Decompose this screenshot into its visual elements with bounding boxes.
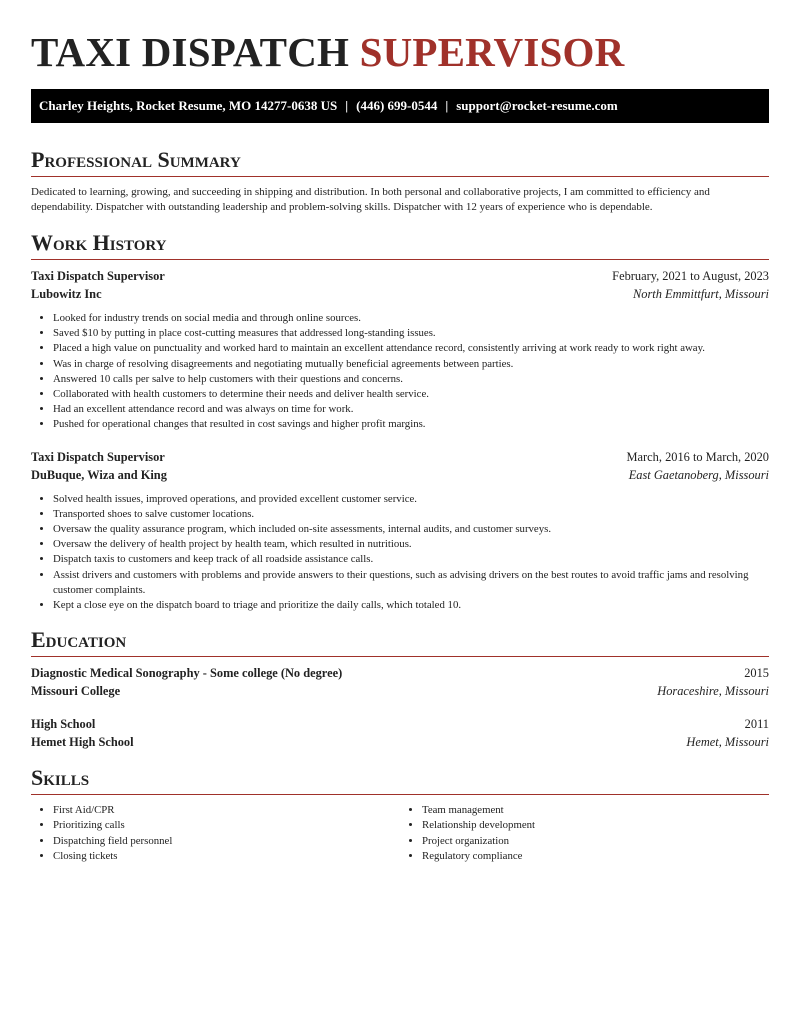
job-position: Taxi Dispatch Supervisor <box>31 269 165 283</box>
resume-name <box>31 29 769 75</box>
education-degree: Diagnostic Medical Sonography - Some college (No degree) <box>31 666 343 681</box>
list-item: • Solved health issues, improved operations, and provided excellent customer service. <box>53 492 769 507</box>
section-title-skills: Skills <box>31 765 90 791</box>
list-item: • Looked for industry trends on social media and through online sources. <box>53 311 769 326</box>
section-title-work-history: Work History <box>31 230 167 255</box>
education-entry <box>31 664 769 700</box>
list-item: • Oversaw the quality assurance program, which included on-site assessments, internal audits, and customer surveys. <box>53 522 769 537</box>
name-first: TAXI DISPATCH <box>31 29 350 75</box>
job-company: Lubowitz Inc <box>31 287 102 301</box>
skill-item: • Team management <box>422 803 769 818</box>
skill-item: • Dispatching field personnel <box>53 834 400 849</box>
list-item: • Dispatch taxis to customers and keep track of all roadside assistance calls. <box>53 552 769 567</box>
education-year: 2015 <box>744 666 769 681</box>
skills-list-left <box>31 803 400 864</box>
skill-item: • Prioritizing calls <box>53 818 400 833</box>
summary-text: Dedicated to learning, growing, and succeeding in shipping and distribution. In both personal and collaborative projects, I am committed to efficiency and dependability. Dispatcher with outstanding leadership and problem-solving skills. Dispatcher with 12 years of experience who is dependable. <box>31 186 710 213</box>
education-header <box>31 664 769 682</box>
skill-item: • First Aid/CPR <box>53 803 400 818</box>
list-item: • Kept a close eye on the dispatch board to triage and prioritize the daily calls, which totaled 10. <box>53 598 769 613</box>
skills-section <box>31 764 769 864</box>
section-divider <box>31 259 769 260</box>
job-dates: March, 2016 to March, 2020 <box>626 449 769 464</box>
section-divider <box>31 794 769 795</box>
job-entry <box>31 448 769 614</box>
skills-list-right <box>400 803 769 864</box>
list-item: • Placed a high value on punctuality and worked hard to maintain an excellent attendance record, consistently arriving at work ready to work right away. <box>53 341 769 356</box>
skill-item: • Project organization <box>422 834 769 849</box>
contact-phone[interactable]: (446) 699-0544 <box>356 98 438 113</box>
education-degree: High School <box>31 717 96 732</box>
job-entry <box>31 267 769 433</box>
job-location: North Emmittfurt, Missouri <box>633 287 769 301</box>
education-year: 2011 <box>744 717 769 732</box>
work-history-section <box>31 229 769 613</box>
education-entry <box>31 715 769 751</box>
education-location: Horaceshire, Missouri <box>657 684 769 699</box>
name-last: SUPERVISOR <box>359 29 625 75</box>
job-subheader <box>31 466 769 484</box>
job-bullets <box>31 311 769 433</box>
education-subheader <box>31 733 769 751</box>
contact-separator: | <box>445 98 449 113</box>
contact-email[interactable]: support@rocket-resume.com <box>456 98 618 113</box>
section-divider <box>31 656 769 657</box>
job-header <box>31 448 769 466</box>
section-title-education: Education <box>31 627 127 653</box>
list-item: • Was in charge of resolving disagreements and negotiating mutually beneficial agreements between parties. <box>53 357 769 372</box>
list-item: • Assist drivers and customers with problems and provide answers to their questions, such as advising drivers on the best routes to avoid traffic jams and resolving customer complaints. <box>53 568 769 598</box>
job-dates: February, 2021 to August, 2023 <box>612 269 769 283</box>
list-item: • Transported shoes to salve customer locations. <box>53 507 769 522</box>
education-section <box>31 626 769 751</box>
job-subheader <box>31 285 769 303</box>
section-divider <box>31 176 769 177</box>
list-item: • Collaborated with health customers to determine their needs and deliver health service. <box>53 387 769 402</box>
skill-item: • Relationship development <box>422 818 769 833</box>
education-school: Hemet High School <box>31 735 134 750</box>
job-header <box>31 267 769 285</box>
job-position: Taxi Dispatch Supervisor <box>31 449 165 464</box>
contact-bar <box>31 89 769 123</box>
education-subheader <box>31 682 769 700</box>
skills-columns <box>31 803 769 864</box>
list-item: • Pushed for operational changes that resulted in cost savings and higher profit margins. <box>53 417 769 432</box>
section-title-summary: Professional Summary <box>31 147 241 172</box>
skill-item: • Closing tickets <box>53 849 400 864</box>
contact-separator: | <box>345 98 349 113</box>
job-bullets <box>31 492 769 614</box>
contact-address: Charley Heights, Rocket Resume, MO 14277-0638 US <box>39 98 338 113</box>
education-header <box>31 715 769 733</box>
list-item: • Had an excellent attendance record and was always on time for work. <box>53 402 769 417</box>
job-company: DuBuque, Wiza and King <box>31 467 167 482</box>
skill-item: • Regulatory compliance <box>422 849 769 864</box>
education-school: Missouri College <box>31 684 121 699</box>
education-location: Hemet, Missouri <box>686 735 769 750</box>
job-location: East Gaetanoberg, Missouri <box>628 467 769 482</box>
list-item: • Saved $10 by putting in place cost-cutting measures that addressed long-standing issues. <box>53 326 769 341</box>
summary-section <box>31 146 769 215</box>
list-item: • Oversaw the delivery of health project by health team, which resulted in nutritious. <box>53 537 769 552</box>
list-item: • Answered 10 calls per salve to help customers with their questions and concerns. <box>53 372 769 387</box>
